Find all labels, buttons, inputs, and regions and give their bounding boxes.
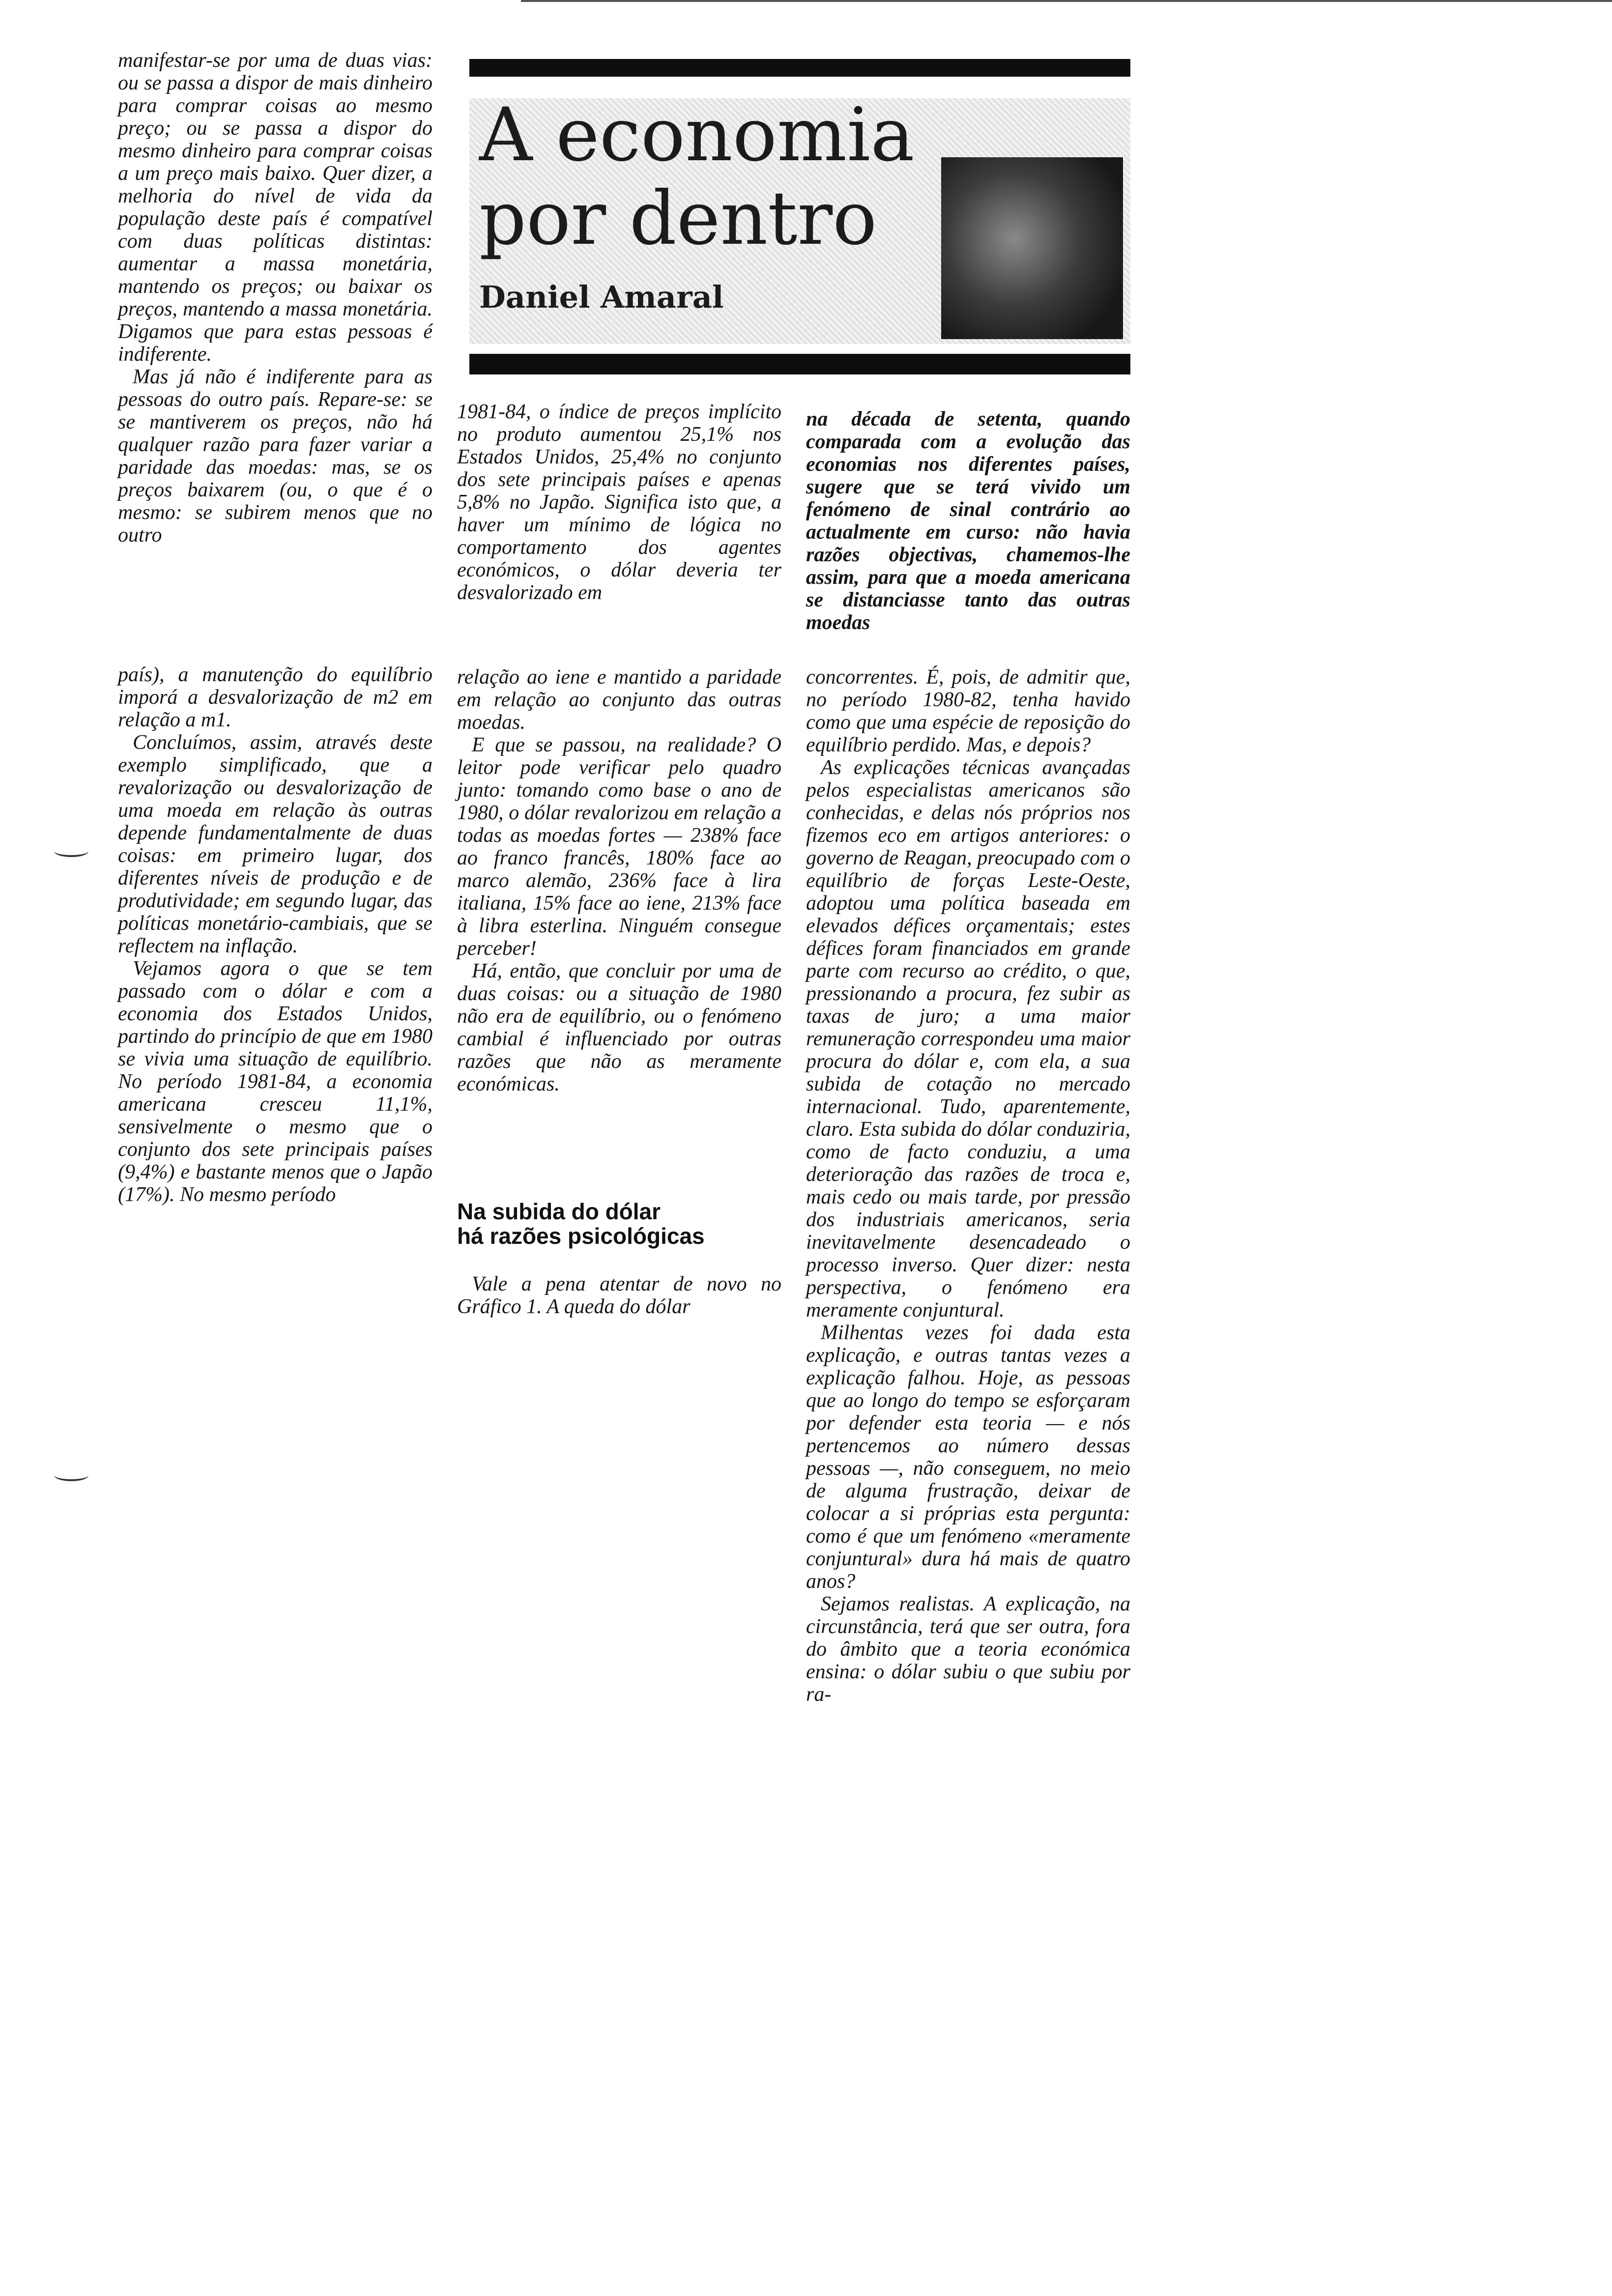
column-2-top (457, 401, 781, 604)
paragraph: Sejamos realistas. A explicação, na circunstância, terá que ser outra, fora do âmbito que a teoria económica ensina: o dólar subiu o que subiu por ra- (806, 1593, 1130, 1706)
article-header (469, 59, 1130, 378)
column-1-top (118, 49, 432, 546)
paragraph: E que se passou, na realidade? O leitor pode verificar pelo quadro junto: tomando como base o ano de 1980, o dólar revalorizou em relação a todas as moedas fortes — 238% face ao franco francês, 180% face ao marco alemão, 236% face à lira italiana, 15% face ao iene, 213% face à libra esterlina. Ninguém consegue perceber! (457, 734, 781, 960)
top-rule (521, 0, 1612, 2)
column-2-middle (457, 666, 781, 1095)
title-line-2: por dentro (479, 176, 877, 261)
paragraph: Vale a pena atentar de novo no Gráfico 1. A queda do dólar (457, 1273, 781, 1318)
subheading-line-1: Na subida do dólar (457, 1199, 661, 1224)
paragraph: Mas já não é indiferente para as pessoas do outro país. Repare-se: se se mantiverem os preços, não há qualquer razão para fazer variar a paridade das moedas: mas, se os preços baixarem (ou, o que é o mesmo: se subirem menos que no outro (118, 366, 432, 546)
paragraph: concorrentes. É, pois, de admitir que, no período 1980-82, tenha havido como que uma espécie de reposição do equilíbrio perdido. Mas, e depois? (806, 666, 1130, 756)
paragraph: país), a manutenção do equilíbrio imporá a desvalorização de m2 em relação a m1. (118, 663, 432, 731)
margin-mark (54, 845, 88, 857)
paragraph: relação ao iene e mantido a paridade em relação ao conjunto das outras moedas. (457, 666, 781, 734)
paragraph: 1981-84, o índice de preços implícito no produto aumentou 25,1% nos Estados Unidos, 25,4% no conjunto dos sete principais países e apenas 5,8% no Japão. Significa isto que, a haver um mínimo de lógica no comportamento dos agentes económicos, o dólar deveria ter desvalorizado em (457, 401, 781, 604)
section-subheading (457, 1199, 781, 1248)
column-2-bottom (457, 1273, 781, 1318)
paragraph: manifestar-se por uma de duas vias: ou se passa a dispor de mais dinheiro para comprar coisas ao mesmo preço; ou se passa a dispor do mesmo dinheiro para comprar coisas a um preço mais baixo. Quer dizer, a melhoria do nível de vida da população deste país é compatível com duas políticas distintas: aumentar a massa monetária, mantendo os preços; ou baixar os preços, mantendo a massa monetária. Digamos que para estas pessoas é indiferente. (118, 49, 432, 366)
paragraph: Há, então, que concluir por uma de duas coisas: ou a situação de 1980 não era de equilíbrio, ou o fenómeno cambial é influenciado por outras razões que não as meramente económicas. (457, 960, 781, 1095)
column-3-top (806, 408, 1130, 634)
column-1-bottom (118, 663, 432, 1206)
paragraph: As explicações técnicas avançadas pelos especialistas americanos são conhecidas, e delas nós próprios nos fizemos eco em artigos anteriores: o governo de Reagan, preocupado com o equilíbrio de forças Leste-Oeste, adoptou uma política baseada em elevados défices orçamentais; estes défices foram financiados em grande parte com recurso ao crédito, o que, pressionando a procura, fez subir as taxas de juro; a uma maior remuneração correspondeu uma maior procura do dólar e, com ela, a sua subida de cotação no mercado internacional. Tudo, aparentemente, claro. Esta subida do dólar conduziria, como de facto conduziu, a uma deterioração das razões de troca e, mais cedo ou mais tarde, por pressão dos industriais americanos, seria inevitavelmente desencadeado o processo inverso. Quer dizer: nesta perspectiva, o fenómeno era meramente conjuntural. (806, 756, 1130, 1321)
margin-mark (54, 1469, 88, 1481)
paragraph: Concluímos, assim, através deste exemplo simplificado, que a revalorização ou desvalorização de uma moeda em relação às outras depende fundamentalmente de duas coisas: em primeiro lugar, dos diferentes níveis de produção e de produtividade; em segundo lugar, das políticas monetário-cambiais, que se reflectem na inflação. (118, 731, 432, 957)
paragraph: na década de setenta, quando comparada com a evolução das economias nos diferentes países, sugere que se terá vivido um fenómeno de sinal contrário ao actualmente em curso: não havia razões objectivas, chamemos-lhe assim, para que a moeda americana se distanciasse tanto das outras moedas (806, 408, 1130, 634)
header-bottom-bar (469, 354, 1130, 374)
article-title (479, 93, 941, 260)
paragraph: Milhentas vezes foi dada esta explicação, e outras tantas vezes a explicação falhou. Hoje, as pessoas que ao longo do tempo se esforçaram por defender esta teoria — e nós pertencemos ao número dessas pessoas —, não conseguem, no meio de alguma frustração, deixar de colocar a si próprias esta pergunta: como é que um fenómeno «meramente conjuntural» dura há mais de quatro anos? (806, 1321, 1130, 1593)
author-byline: Daniel Amaral (479, 279, 724, 315)
paragraph: Vejamos agora o que se tem passado com o dólar e com a economia dos Estados Unidos, partindo do princípio de que em 1980 se vivia uma situação de equilíbrio. No período 1981-84, a economia americana cresceu 11,1%, sensivelmente o mesmo que o conjunto dos sete principais países (9,4%) e bastante menos que o Japão (17%). No mesmo período (118, 957, 432, 1206)
header-top-bar (469, 59, 1130, 77)
column-3-bottom (806, 666, 1130, 1706)
subheading-line-2: há razões psicológicas (457, 1223, 705, 1249)
author-photo (941, 157, 1123, 339)
title-line-1: A economia (479, 92, 915, 178)
